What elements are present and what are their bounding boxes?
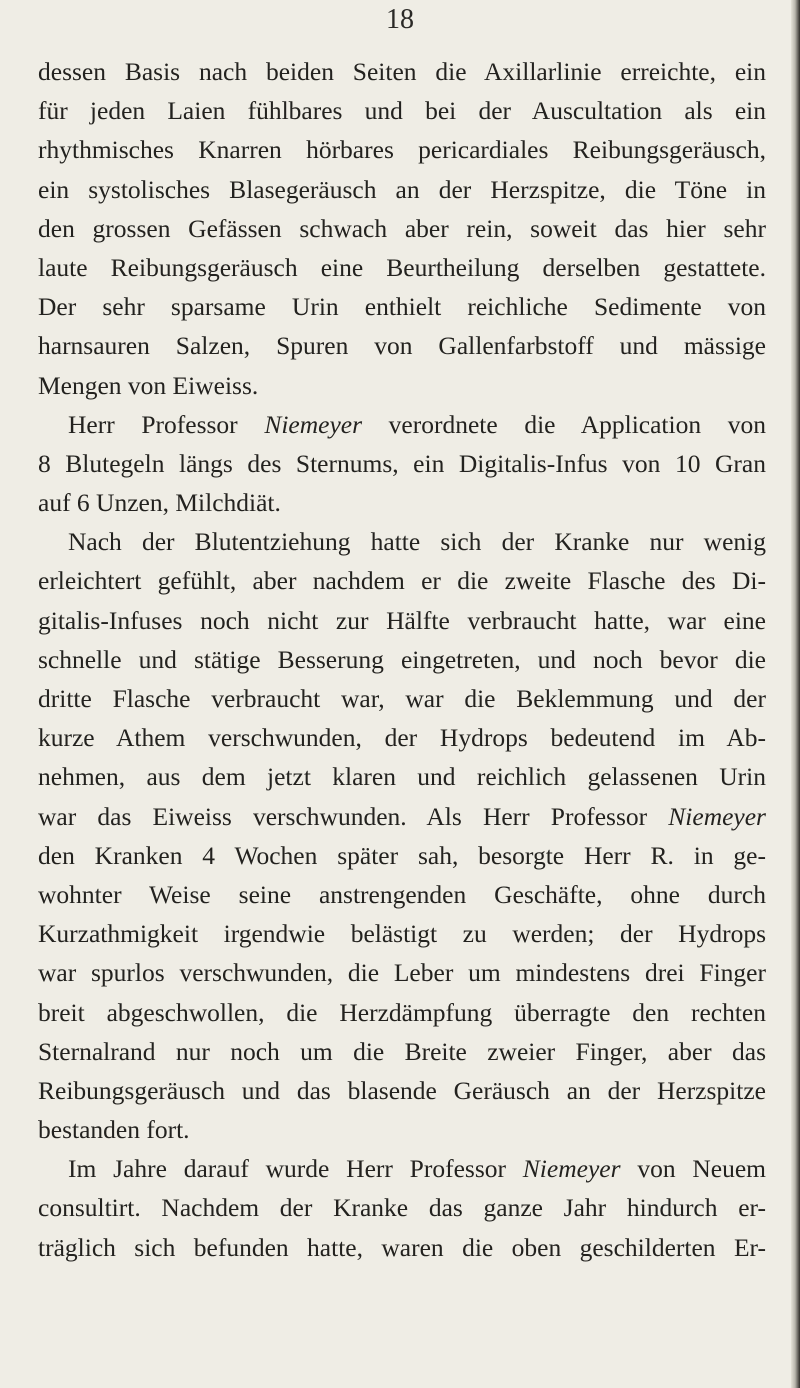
text-line: Kurzathmigkeit irgendwie belästigt zu werden; der Hydrops <box>38 919 766 949</box>
text-line: dritte Flasche verbraucht war, war die Beklemmung und der <box>38 684 766 713</box>
text-line: breit abgeschwollen, die Herzdämpfung überragte den rechten <box>38 997 766 1027</box>
text-line: kurze Athem verschwunden, der Hydrops bedeutend im Ab- <box>38 723 766 753</box>
text-line: Sternalrand nur noch um die Breite zweier Finger, aber das <box>38 1036 766 1066</box>
text-line: harnsauren Salzen, Spuren von Gallenfarbstoff und mässige <box>38 331 766 361</box>
text-line: Der sehr sparsame Urin enthielt reichliche Sedimente von <box>38 292 766 322</box>
text-line: für jeden Laien fühlbares und bei der Auscultation als ein <box>38 96 766 126</box>
text-line: schnelle und stätige Besserung eingetreten, und noch bevor die <box>38 644 766 674</box>
text-line: Reibungsgeräusch und das blasende Geräusch an der Herzspitze <box>38 1075 766 1105</box>
text-line: laute Reibungsgeräusch eine Beurtheilung derselben gestattete. <box>38 252 766 282</box>
text-line: nehmen, aus dem jetzt klaren und reichlich gelassenen Urin <box>38 762 766 792</box>
text-line: rhythmisches Knarren hörbares pericardiales Reibungsgeräusch, <box>38 135 766 165</box>
page-number: 18 <box>386 4 414 35</box>
text-line: Im Jahre darauf wurde Herr Professor Niemeyer von Neuem <box>68 1154 766 1184</box>
text-line: den grossen Gefässen schwach aber rein, soweit das hier sehr <box>38 213 766 243</box>
text-line: war das Eiweiss verschwunden. Als Herr Professor Niemeyer <box>38 801 766 831</box>
italic-name: Niemeyer <box>668 801 766 831</box>
page-edge-shadow <box>791 0 800 1388</box>
text-line: ein systolisches Blasegeräusch an der Herzspitze, die Töne in <box>38 174 766 204</box>
italic-name: Niemeyer <box>522 1154 621 1184</box>
text-line: Nach der Blutentziehung hatte sich der Kranke nur wenig <box>68 527 766 557</box>
italic-name: Niemeyer <box>264 409 363 439</box>
text-line: gitalis-Infuses noch nicht zur Hälfte verbraucht hatte, war eine <box>38 605 766 635</box>
text-line: dessen Basis nach beiden Seiten die Axillarlinie erreichte, ein <box>38 57 766 86</box>
text-line: träglich sich befunden hatte, waren die oben geschilderten Er- <box>38 1232 766 1262</box>
text-line: Herr Professor Niemeyer verordnete die Application von <box>68 409 766 439</box>
text-line: auf 6 Unzen, Milchdiät. <box>38 488 281 518</box>
text-line: bestanden fort. <box>38 1115 190 1145</box>
text-line: war spurlos verschwunden, die Leber um mindestens drei Finger <box>38 958 766 988</box>
text-line: consultirt. Nachdem der Kranke das ganze Jahr hindurch er- <box>38 1193 766 1223</box>
body-text <box>38 52 766 1267</box>
text-line: wohnter Weise seine anstrengenden Geschäfte, ohne durch <box>38 879 766 909</box>
text-line: erleichtert gefühlt, aber nachdem er die zweite Flasche des Di- <box>38 566 766 596</box>
text-line: Mengen von Eiweiss. <box>38 370 259 400</box>
text-line: 8 Blutegeln längs des Sternums, ein Digitalis-Infus von 10 Gran <box>38 448 766 478</box>
text-line: den Kranken 4 Wochen später sah, besorgte Herr R. in ge- <box>38 840 766 870</box>
